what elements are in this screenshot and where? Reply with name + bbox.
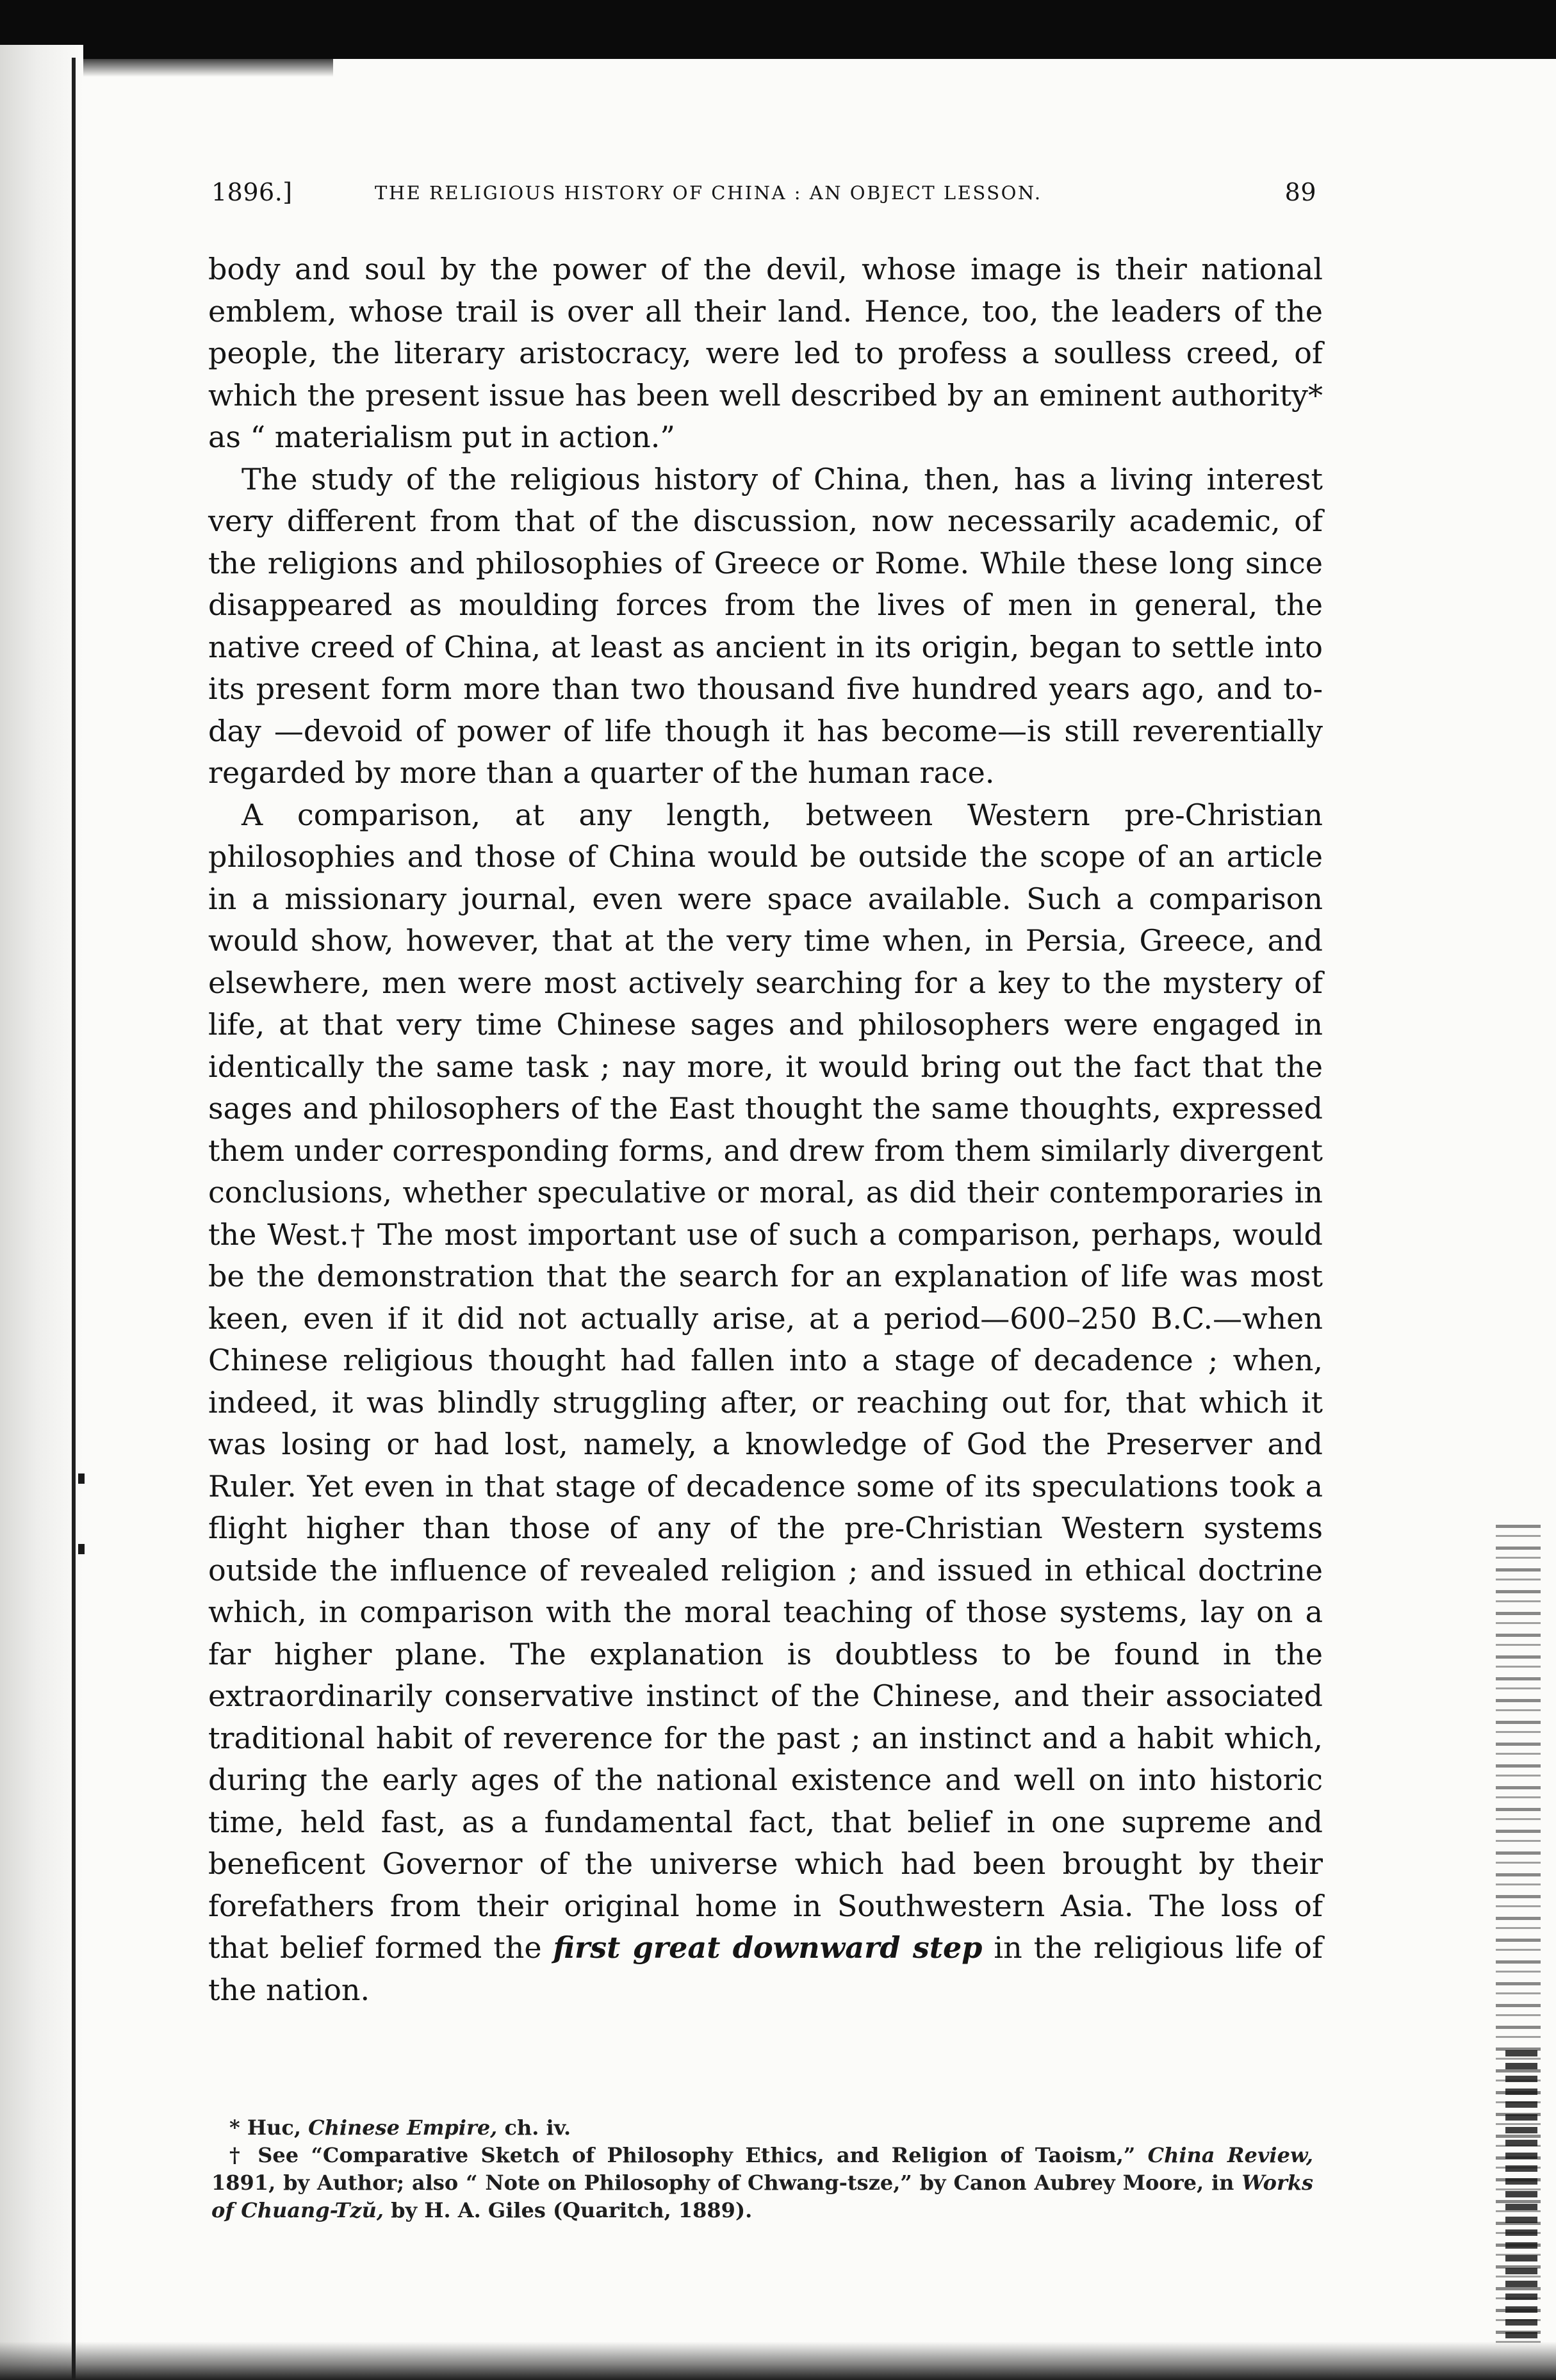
footnote-2-title: China Review, [1147, 2143, 1314, 2167]
footnote-1-rest: ch. iv. [504, 2115, 571, 2140]
paragraph-3-text: A comparison, at any length, between Western pre-Christian philosophies and those of China would be outside the scope of an article in a missionary journal, even were space available. Such a comparison would show, however, that at the very time when, in Persia, Greece, and elsewhere, men were most actively searching for a key to the mystery of life, at that very time Chinese sages and philosophers were engaged in identically the same task ; nay more, it would bring out the fact that the sages and philosophers of the East thought the same thoughts, expressed them under corresponding forms, and drew from them similarly divergent conclusions, whether speculative or moral, as did their contemporaries in the West.† The most important use of such a comparison, perhaps, would be the demonstration that the search for an explanation of life was most keen, even if it did not actually arise, at a period—600–250 B.C.—when Chinese religious thought had fallen into a stage of decadence ; when, indeed, it was blindly struggling after, or reaching out for, that which it was losing or had lost, namely, a knowledge of God the Preserver and Ruler. Yet even in that stage of decadence some of its speculations took a flight higher than those of any of the pre-Christian Western systems outside the influence of revealed religion ; and issued in ethical doctrine which, in comparison with the moral teaching of those systems, lay on a far higher plane. The explanation is doubtless to be found in the extraordinarily conservative instinct of the Chinese, and their associated traditional habit of reverence for the past ; an instinct and a habit which, during the early ages of the national existence and well on into historic time, held fast, as a fundamental fact, that belief in one supreme and beneficent Governor of the universe which had been brought by their forefathers from their original home in Southwestern Asia. The loss of that belief formed the [208, 797, 1323, 1965]
footnote-1 [211, 2114, 1313, 2142]
scan-left-mark [78, 1473, 85, 1484]
running-header [211, 178, 1316, 210]
footnote-2 [211, 2142, 1313, 2224]
article-body [208, 249, 1323, 2011]
scan-bottom-shadow [0, 2342, 1556, 2380]
page-number: 89 [1284, 178, 1316, 206]
footnote-2-title-2: Works of Chuang-Tzŭ, [211, 2171, 1314, 2222]
paragraph-2: The study of the religious history of China, then, has a living interest very different from that of the discussion, now necessarily academic, of the religions and philosophies of Greece or Rome. While these long since disappeared as moulding forces from the lives of men in general, the native creed of China, at least as ancient in its origin, began to settle into its present form more than two thousand five hundred years ago, and to-day —devoid of power of life though it has become—is still reverentially regarded by more than a quarter of the human race. [208, 461, 1323, 790]
paragraph-1: body and soul by the power of the devil, whose image is their national emblem, whose trail is over all their land. Hence, too, the leaders of the people, the literary aristocracy, were led to profess a soulless creed, of which the present issue has been well described by an eminent authority* as “ materialism put in action.” [208, 252, 1323, 454]
scan-left-gutter [0, 45, 83, 2380]
paragraph-3-emphasis: first great downward step [553, 1930, 983, 1965]
scan-left-edge-line [72, 58, 76, 2380]
scan-right-noise-dense [1505, 2050, 1537, 2338]
footnote-2-b: 1891, by Author; also “ Note on Philosophy of Chwang-tsze,” by Canon Aubrey Moore, in [211, 2171, 1234, 2195]
footnote-2-c: by H. A. Giles (Quaritch, 1889). [391, 2198, 753, 2222]
scan-left-mark [78, 1544, 85, 1554]
footnote-1-title: Chinese Empire, [308, 2115, 498, 2140]
footnote-1-mark: * Huc, [229, 2115, 301, 2140]
header-title: THE RELIGIOUS HISTORY OF CHINA : AN OBJECT LESSON. [375, 182, 1042, 204]
header-year: 1896.] [211, 178, 293, 206]
footnote-2-a: † See “Comparative Sketch of Philosophy Ethics, and Religion of Taoism,” [229, 2143, 1136, 2167]
paragraph-3-end: in the religious life of the nation. [208, 1930, 1323, 2007]
paragraph-3 [208, 794, 1323, 2012]
footnotes [211, 2114, 1313, 2224]
